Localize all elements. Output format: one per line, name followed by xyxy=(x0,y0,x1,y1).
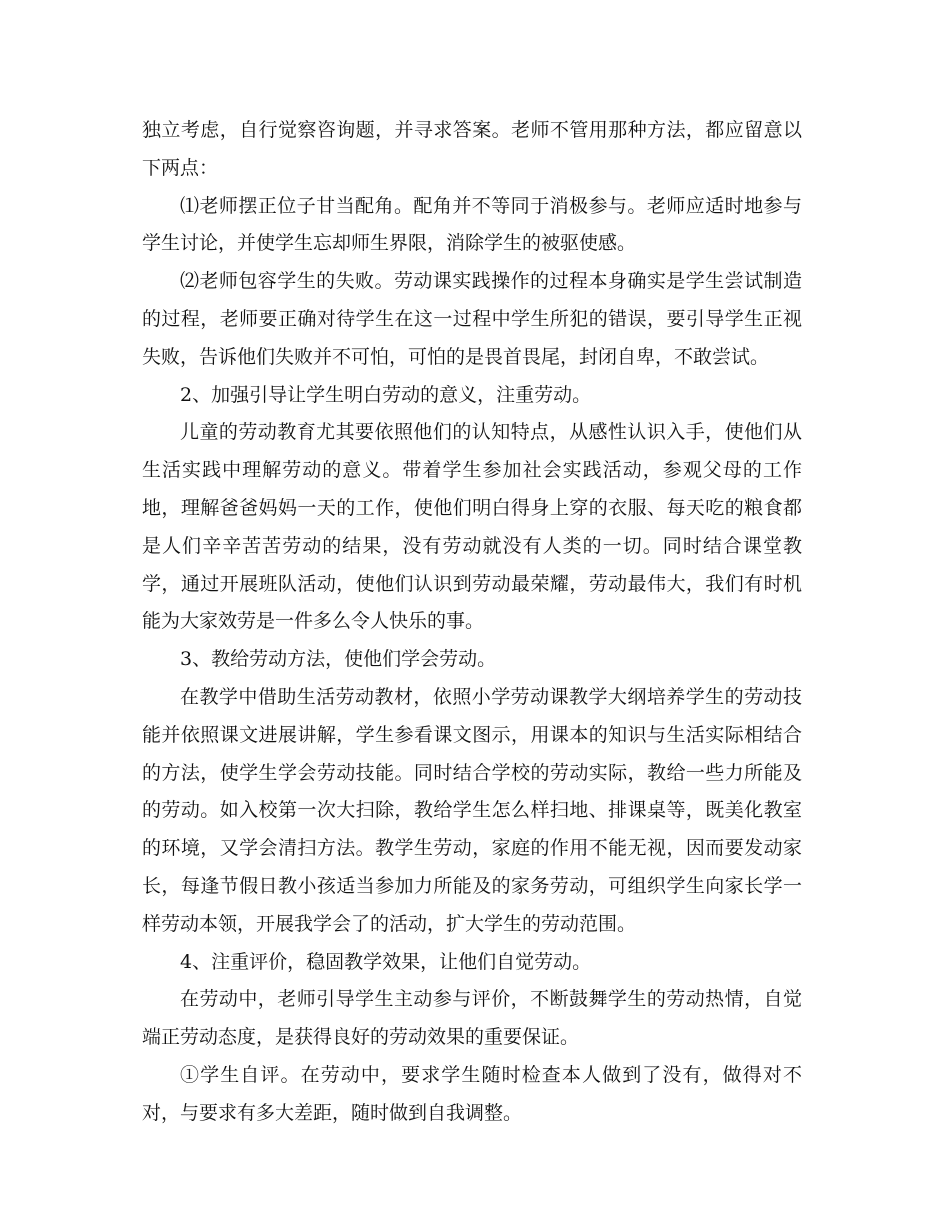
paragraph-section-3: 在教学中借助生活劳动教材，依照小学劳动课教学大纲培养学生的劳动技能并依照课文进展讲解，学生参看课文图示，用课本的知识与生活实际相结合的方法，使学生学会劳动技能。同时结合学校的劳动实际，教给一些力所能及的劳动。如入校第一次大扫除，教给学生怎么样扫地、排课桌等，既美化教室的环境，又学会清扫方法。教学生劳动，家庭的作用不能无视，因而要发动家长，每逢节假日教小孩适当参加力所能及的家务劳动，可组织学生向家长学一样劳动本领，开展我学会了的活动，扩大学生的劳动范围。 xyxy=(142,685,802,935)
paragraph-continuation: 独立考虑，自行觉察咨询题，并寻求答案。老师不管用那种方法，都应留意以下两点： xyxy=(142,119,802,179)
paragraph-point-2: ⑵老师包容学生的失败。劳动课实践操作的过程本身确实是学生尝试制造的过程，老师要正确对待学生在这一过程中学生所犯的错误，要引导学生正视失败，告诉他们失败并不可怕，可怕的是畏首畏尾，封闭自卑，不敢尝试。 xyxy=(142,270,802,368)
paragraph-section-2: 儿童的劳动教育尤其要依照他们的认知特点，从感性认识入手，使他们从生活实践中理解劳动的意义。带着学生参加社会实践活动，参观父母的工作地，理解爸爸妈妈一天的工作，使他们明白得身上穿的衣服、每天吃的粮食都是人们辛辛苦苦劳动的结果，没有劳动就没有人类的一切。同时结合课堂教学，通过开展班队活动，使他们认识到劳动最荣耀，劳动最伟大，我们有时机能为大家效劳是一件多么令人快乐的事。 xyxy=(142,421,802,633)
paragraph-section-4: 在劳动中，老师引导学生主动参与评价，不断鼓舞学生的劳动热情，自觉端正劳动态度，是获得良好的劳动效果的重要保证。 xyxy=(142,988,802,1049)
section-heading-2: 2、加强引导让学生明白劳动的意义，注重劳动。 xyxy=(180,383,592,406)
paragraph-point-1: ⑴老师摆正位子甘当配角。配角并不等同于消极参与。老师应适时地参与学生讨论，并使学生忘却师生界限，消除学生的被驱使感。 xyxy=(142,194,802,255)
section-heading-4: 4、注重评价，稳固教学效果，让他们自觉劳动。 xyxy=(180,950,592,973)
section-heading-3: 3、教给劳动方法，使他们学会劳动。 xyxy=(180,648,497,671)
paragraph-self-evaluation: ①学生自评。在劳动中，要求学生随时检查本人做到了没有，做得对不对，与要求有多大差距，随时做到自我调整。 xyxy=(142,1063,802,1124)
document-body xyxy=(142,112,802,1133)
